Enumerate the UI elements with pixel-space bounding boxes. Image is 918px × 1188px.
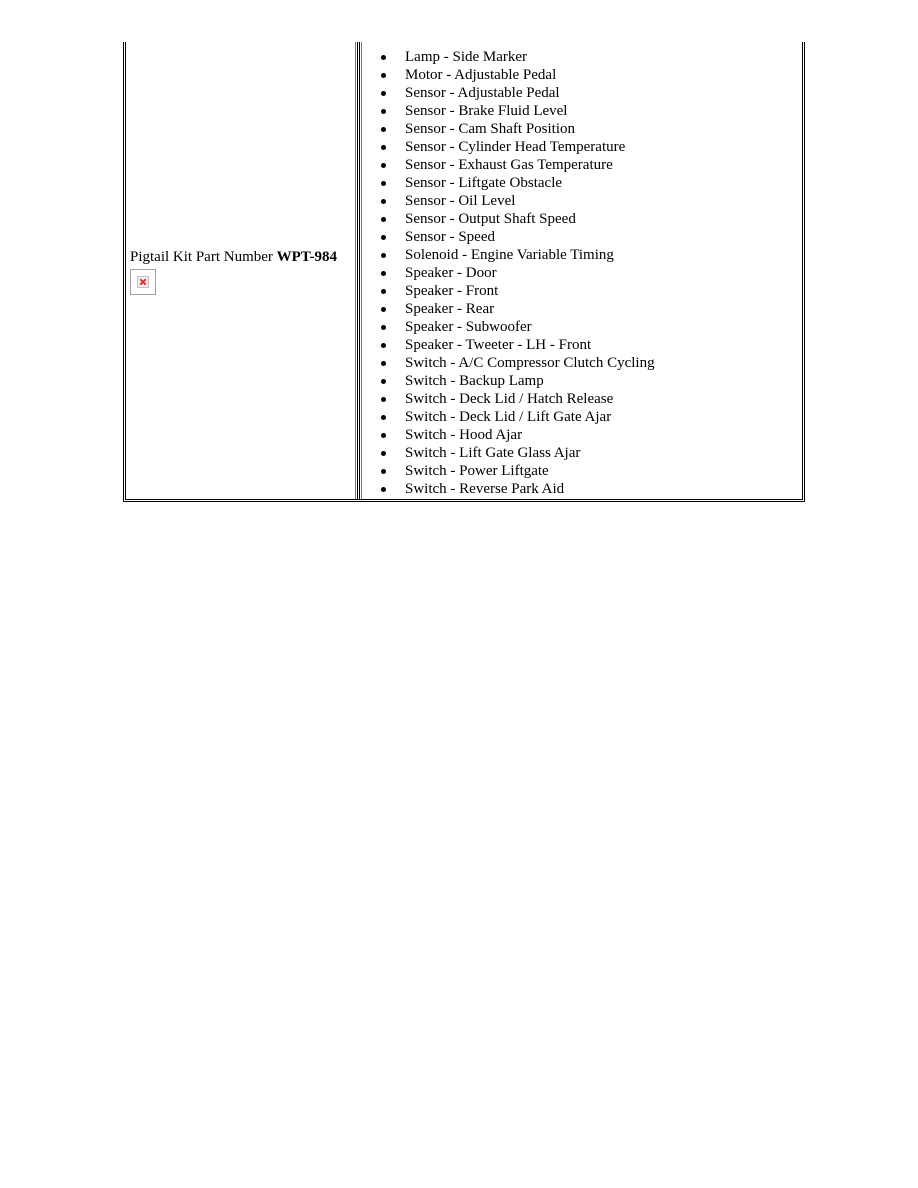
list-item: Switch - Reverse Park Aid	[368, 480, 655, 498]
list-item: Speaker - Door	[368, 264, 655, 282]
list-item: Solenoid - Engine Variable Timing	[368, 246, 655, 264]
list-item: Switch - Deck Lid / Lift Gate Ajar	[368, 408, 655, 426]
column-divider	[357, 42, 360, 499]
list-item: Speaker - Front	[368, 282, 655, 300]
kit-part-number: WPT-984	[276, 249, 337, 265]
parts-table	[123, 42, 805, 502]
list-item: Sensor - Output Shaft Speed	[368, 210, 655, 228]
kit-cell	[126, 42, 356, 499]
list-item: Sensor - Cylinder Head Temperature	[368, 138, 655, 156]
list-item: Speaker - Rear	[368, 300, 655, 318]
list-item: Sensor - Liftgate Obstacle	[368, 174, 655, 192]
list-item: Sensor - Cam Shaft Position	[368, 120, 655, 138]
broken-image-x-icon	[137, 276, 149, 288]
list-item: Speaker - Subwoofer	[368, 318, 655, 336]
list-item: Sensor - Adjustable Pedal	[368, 84, 655, 102]
list-item: Sensor - Oil Level	[368, 192, 655, 210]
broken-image-icon	[130, 269, 156, 295]
applications-cell	[361, 42, 802, 499]
list-item: Speaker - Tweeter - LH - Front	[368, 336, 655, 354]
list-item: Switch - A/C Compressor Clutch Cycling	[368, 354, 655, 372]
kit-label	[130, 248, 356, 266]
list-item: Motor - Adjustable Pedal	[368, 66, 655, 84]
list-item: Switch - Hood Ajar	[368, 426, 655, 444]
list-item: Switch - Backup Lamp	[368, 372, 655, 390]
applications-list	[368, 48, 655, 498]
list-item: Switch - Deck Lid / Hatch Release	[368, 390, 655, 408]
kit-content	[130, 248, 356, 295]
list-item: Sensor - Speed	[368, 228, 655, 246]
list-item: Switch - Power Liftgate	[368, 462, 655, 480]
list-item: Switch - Lift Gate Glass Ajar	[368, 444, 655, 462]
list-item: Sensor - Exhaust Gas Temperature	[368, 156, 655, 174]
list-item: Sensor - Brake Fluid Level	[368, 102, 655, 120]
kit-label-prefix: Pigtail Kit Part Number	[130, 249, 273, 265]
list-item: Lamp - Side Marker	[368, 48, 655, 66]
